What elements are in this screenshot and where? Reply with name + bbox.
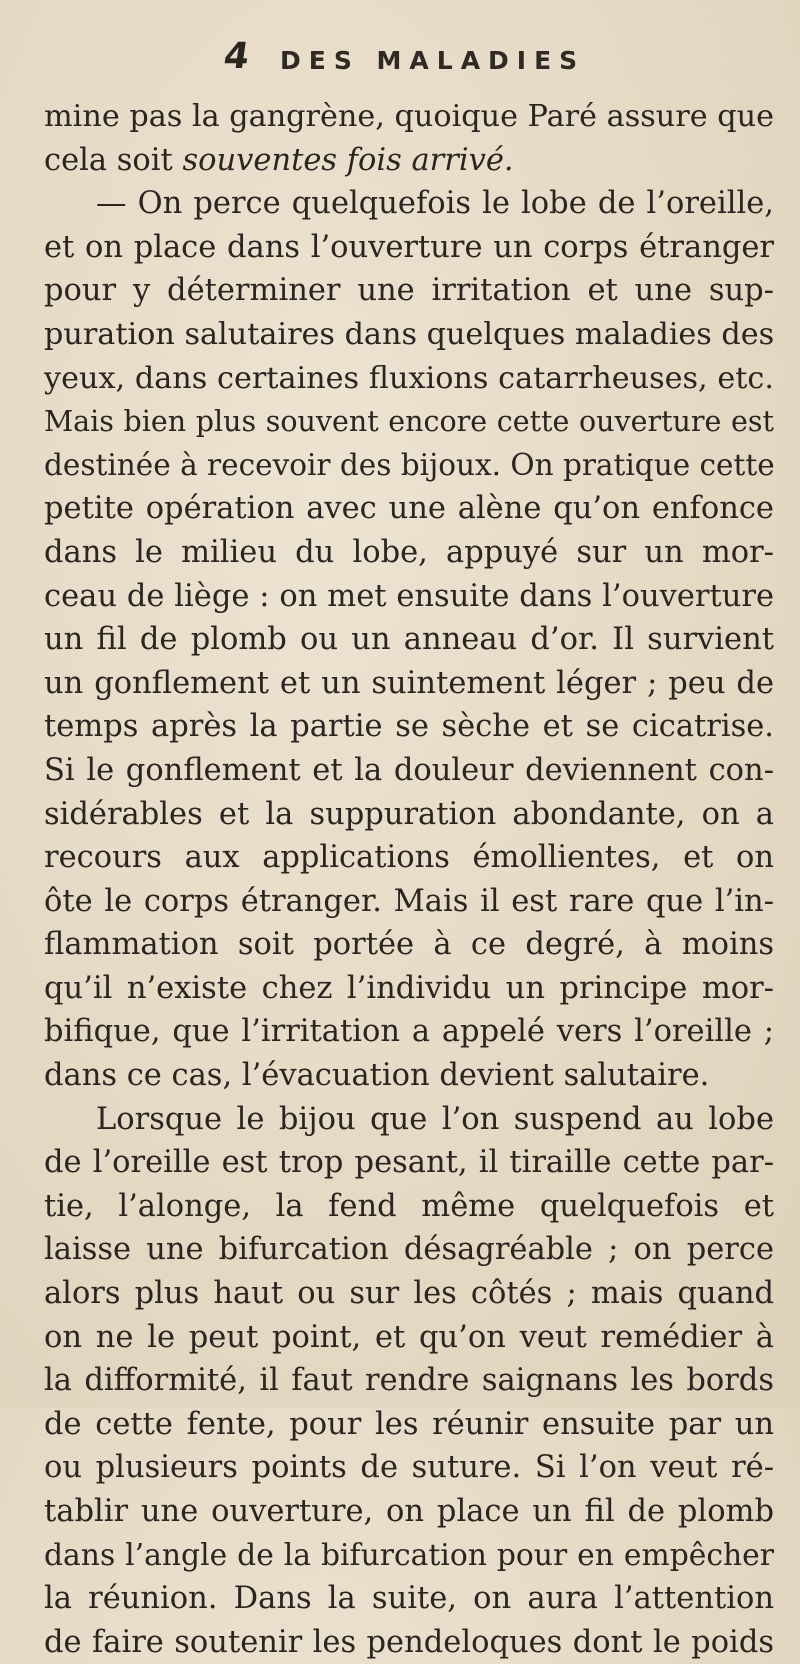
text-line: un gonflement et un suintement léger ; peu de	[44, 665, 774, 701]
text-line-part: cela soit	[44, 142, 183, 178]
running-head	[180, 36, 720, 76]
text-line	[44, 139, 774, 183]
text-line: dans ce cas, l’évacuation devient salutaire.	[44, 1058, 710, 1094]
text-line: de l’oreille est trop pesant, il tiraille cette par-	[44, 1145, 774, 1181]
text-line: destinée à recevoir des bijoux. On pratique cette	[44, 447, 775, 482]
text-line: on ne le peut point, et qu’on veut remédier à	[44, 1319, 774, 1355]
text-line: temps après la partie se sèche et se cicatrise.	[44, 709, 774, 745]
text-line: Lorsque le bijou que l’on suspend au lobe	[96, 1101, 774, 1137]
text-line: laisse une bifurcation désagréable ; on perce	[44, 1232, 774, 1268]
text-line: flammation soit portée à ce degré, à moins	[44, 927, 774, 963]
text-line: puration salutaires dans quelques maladies des	[44, 316, 775, 352]
text-line: tablir une ouverture, on place un fil de plomb	[44, 1494, 774, 1529]
text-line: bifique, que l’irritation a appelé vers l’oreille ;	[44, 1014, 774, 1050]
body-text	[44, 95, 774, 1664]
text-line: recours aux applications émollientes, et on	[44, 840, 774, 876]
text-line: la réunion. Dans la suite, on aura l’attention	[44, 1581, 774, 1617]
text-line: Si le gonflement et la douleur deviennent con-	[44, 752, 774, 788]
text-line: ôte le corps étranger. Mais il est rare que l’in-	[44, 883, 774, 919]
text-line: dans l’angle de la bifurcation pour en empêcher	[44, 1537, 774, 1573]
text-line: yeux, dans certaines fluxions catarrheuses, etc.	[44, 360, 774, 396]
running-head-title: DES MALADIES	[280, 46, 586, 75]
text-line: alors plus haut ou sur les côtés ; mais quand	[44, 1276, 774, 1312]
text-line: — On perce quelquefois le lobe de l’oreille,	[96, 186, 774, 222]
text-line: de cette fente, pour les réunir ensuite par un	[44, 1406, 774, 1442]
text-line: et on place dans l’ouverture un corps étranger	[44, 229, 774, 265]
text-line: dans le milieu du lobe, appuyé sur un mor-	[44, 534, 774, 570]
text-line: petite opération avec une alène qu’on enfonce	[44, 491, 774, 527]
text-line: tie, l’alonge, la fend même quelquefois et	[44, 1188, 774, 1224]
text-line: sidérables et la suppuration abondante, on a	[44, 796, 774, 832]
text-line: ceau de liège : on met ensuite dans l’ouverture	[44, 578, 774, 614]
text-line: qu’il n’existe chez l’individu un principe mor-	[44, 970, 774, 1006]
text-line: Mais bien plus souvent encore cette ouverture est	[44, 405, 774, 439]
text-line: pour y déterminer une irritation et une sup-	[44, 273, 774, 309]
text-line: ou plusieurs points de suture. Si l’on veut ré-	[44, 1450, 774, 1486]
text-line: mine pas la gangrène, quoique Paré assure que	[44, 99, 774, 134]
italic-phrase: souventes fois arrivé.	[182, 142, 514, 178]
text-line: un fil de plomb ou un anneau d’or. Il survient	[44, 622, 774, 658]
text-line: de faire soutenir les pendeloques dont le poids	[44, 1624, 774, 1660]
text-line: la difformité, il faut rendre saignans les bords	[44, 1363, 774, 1399]
page-number: 4	[221, 36, 252, 77]
